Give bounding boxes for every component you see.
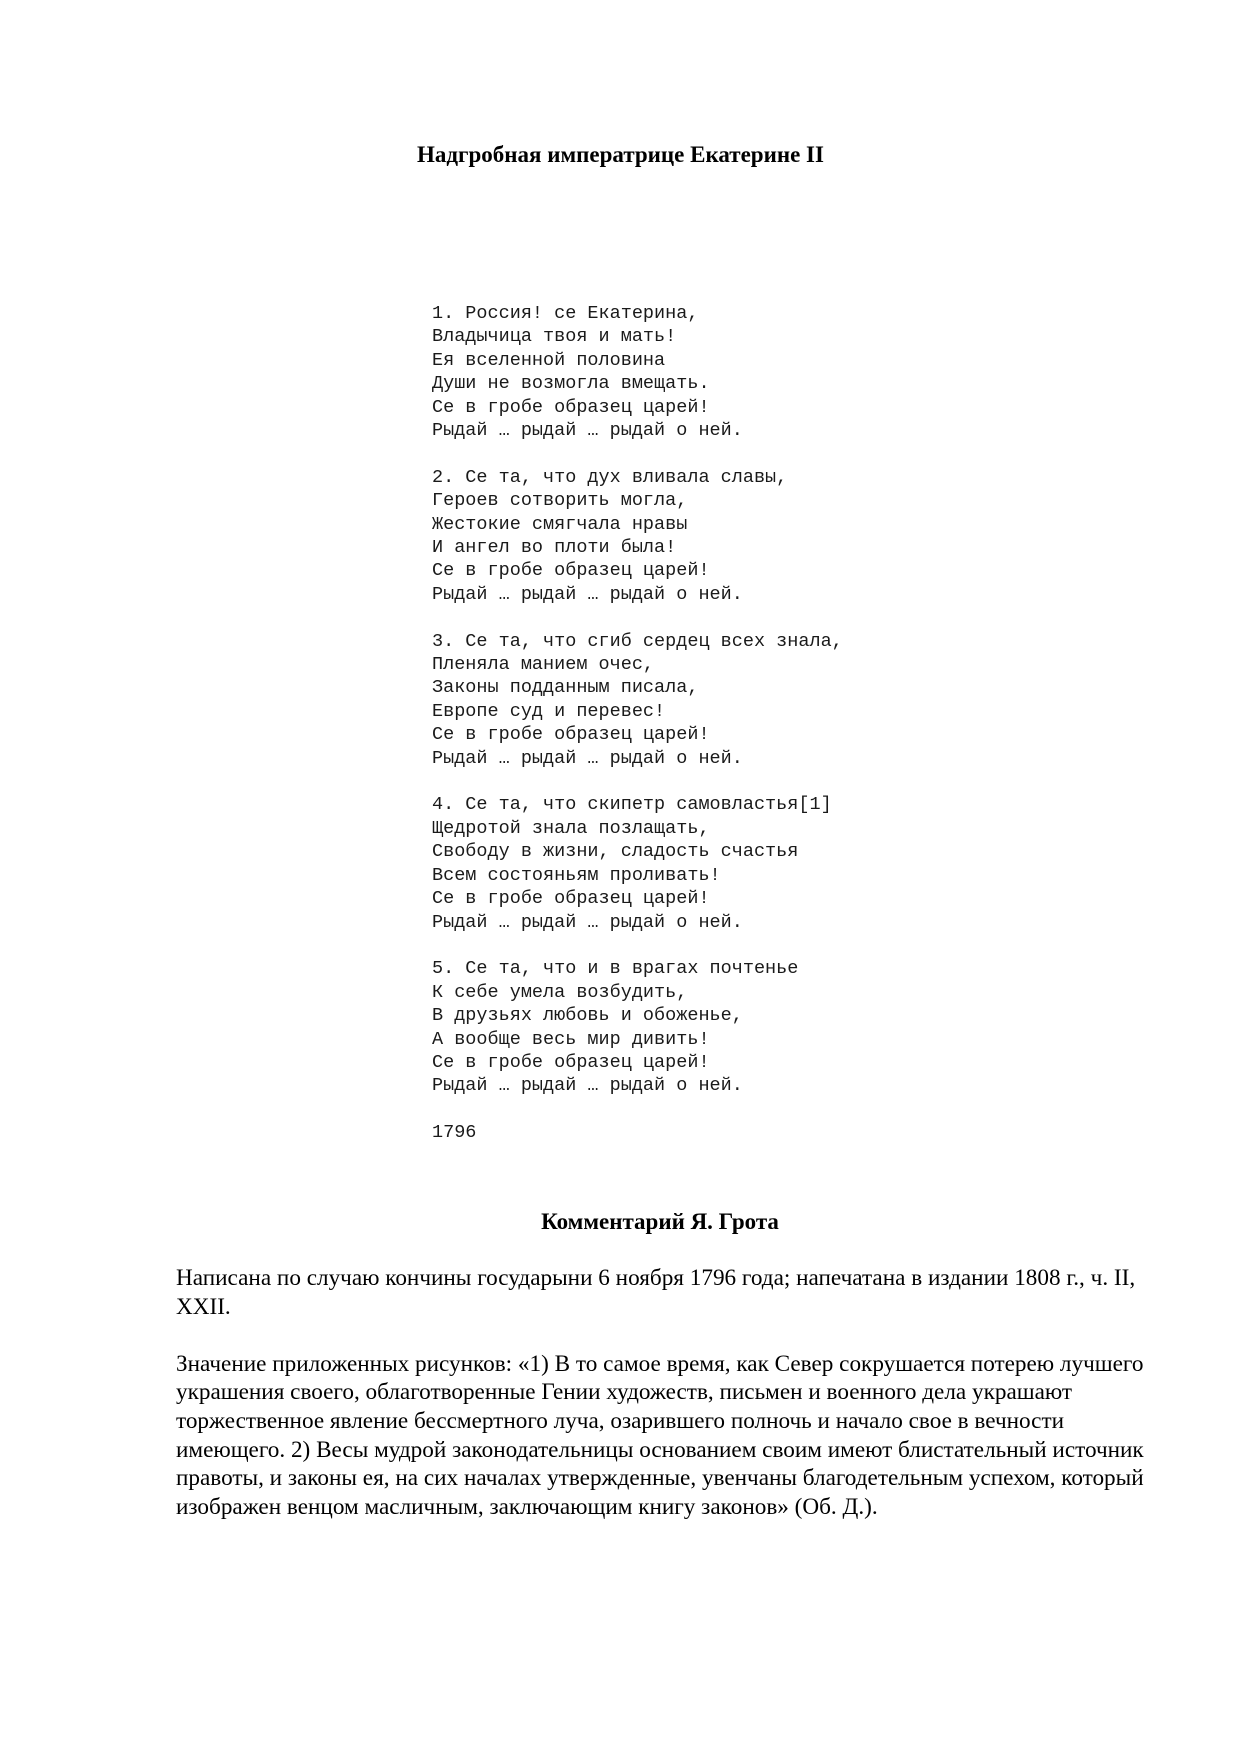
poem-line: Пленяла манием очес, (432, 654, 655, 676)
poem-line: Се в гробе образец царей! (432, 888, 710, 910)
commentary-paragraph: Написана по случаю кончины государыни 6 ноября 1796 года; напечатана в издании 1808 г., ч. II, XXII. (176, 1265, 1136, 1320)
poem-line: Европе суд и перевес! (432, 700, 666, 722)
poem-line: Се в гробе образец царей! (432, 1051, 710, 1073)
poem-line: Свободу в жизни, сладость счастья (432, 841, 799, 863)
stanza-1 (432, 302, 1132, 442)
poem-line: Щедротой знала позлащать, (432, 817, 710, 839)
commentary-heading: Комментарий Я. Грота (541, 1209, 779, 1234)
poem-title: Надгробная императрице Екатерине II (417, 142, 824, 167)
stanza-4 (432, 793, 1132, 933)
poem-line: 3. Се та, что сгиб сердец всех знала, (432, 630, 843, 652)
poem-line: И ангел во плоти была! (432, 537, 677, 559)
poem-line: Рыдай … рыдай … рыдай о ней. (432, 747, 743, 769)
poem-line: Владычица твоя и мать! (432, 326, 677, 348)
poem-year: 1796 (432, 1122, 477, 1144)
poem-line: Се в гробе образец царей! (432, 396, 710, 418)
poem-line: Всем состояньям проливать! (432, 864, 721, 886)
poem-body (432, 302, 1132, 1145)
poem-line: 1. Россия! се Екатерина, (432, 303, 699, 324)
poem-line: Героев сотворить могла, (432, 490, 688, 512)
poem-line: Ея вселенной половина (432, 349, 666, 371)
stanza-2 (432, 466, 1132, 606)
poem-line: Рыдай … рыдай … рыдай о ней. (432, 420, 743, 442)
poem-line: Души не возмогла вмещать. (432, 373, 710, 395)
stanza-3 (432, 630, 1132, 770)
poem-line: Рыдай … рыдай … рыдай о ней. (432, 583, 743, 605)
stanza-5 (432, 957, 1132, 1097)
poem-line: А вообще весь мир дивить! (432, 1028, 710, 1050)
poem-line: Се в гробе образец царей! (432, 724, 710, 746)
commentary-paragraph: Значение приложенных рисунков: «1) В то самое время, как Север сокрушается потерею лучшего украшения своего, облаготворенные Гении художеств, письмен и военного дела украшают торжественное явление бессмертного луча, озарившего полночь и начало свое в вечности имеющего. 2) Весы мудрой законодательницы основанием своим имеют блистательный источник правоты, и законы ея, на сих началах утвержденные, увенчаны благодетельным успехом, который изображен венцом масличным, заключающим книгу законов» (Об. Д.). (176, 1350, 1144, 1520)
poem-line: Законы подданным писала, (432, 677, 699, 699)
poem-line: Рыдай … рыдай … рыдай о ней. (432, 1075, 743, 1097)
poem-line: Жестокие смягчала нравы (432, 513, 688, 535)
poem-line: Се в гробе образец царей! (432, 560, 710, 582)
poem-line: Рыдай … рыдай … рыдай о ней. (432, 911, 743, 933)
poem-line: 2. Се та, что дух вливала славы, (432, 466, 788, 488)
poem-line: К себе умела возбудить, (432, 981, 688, 1003)
poem-line: 5. Се та, что и в врагах почтенье (432, 958, 799, 980)
poem-line: 4. Се та, что скипетр самовластья[1] (432, 794, 832, 816)
poem-line: В друзьях любовь и обоженье, (432, 1005, 743, 1027)
commentary-body (176, 1264, 1156, 1550)
